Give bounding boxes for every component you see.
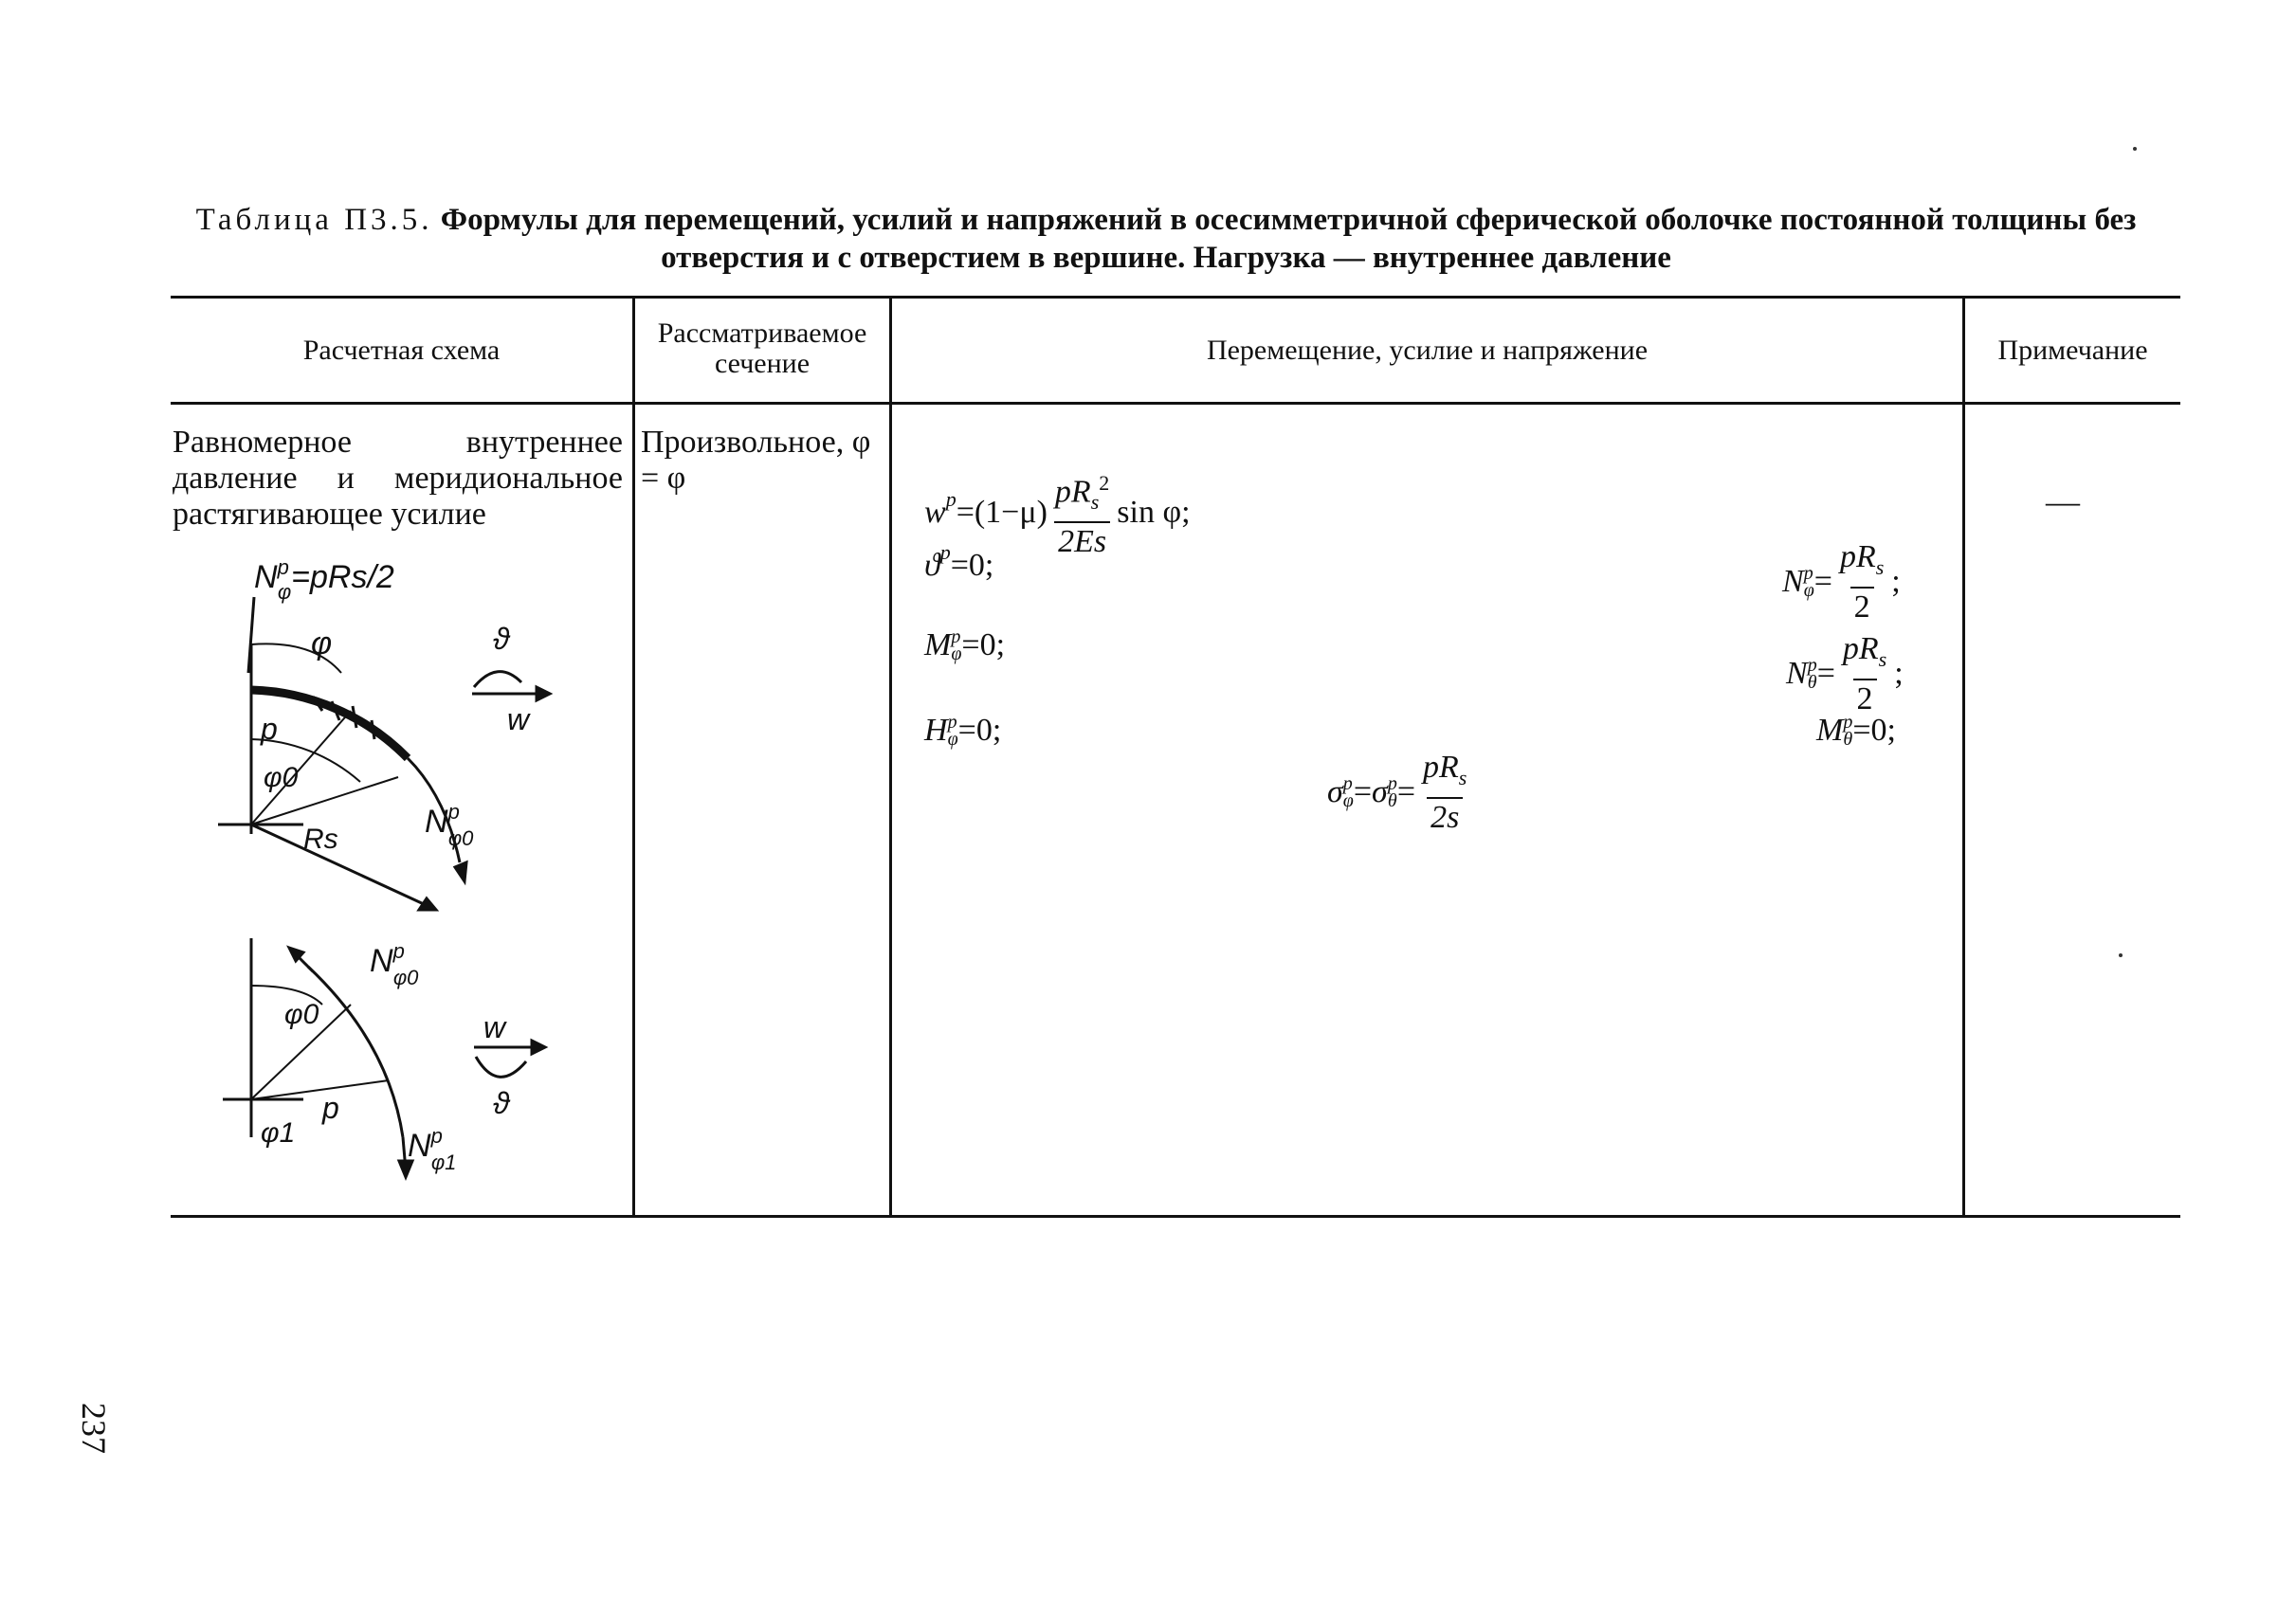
label-theta-upper: ϑ [493, 622, 510, 656]
n-theta-sub: θ [1807, 672, 1817, 694]
shell-diagram [171, 550, 626, 1232]
w-tail: sin φ; [1117, 495, 1191, 531]
w-num-sup: 2 [1099, 471, 1110, 495]
m-phi-lhs: M [924, 627, 952, 662]
load-arrow-3 [353, 706, 356, 728]
theta-sup: p [939, 540, 951, 564]
sigma-phi-sup: p [1342, 773, 1353, 795]
n-theta-num: pR [1842, 631, 1879, 666]
svg-text:Npφ0 [370, 939, 419, 989]
col-divider-1 [632, 296, 635, 1215]
formula-m-phi [924, 627, 1005, 663]
label-p-lower: p [322, 1091, 339, 1125]
n-phi-sub: φ [1803, 580, 1814, 602]
sigma-theta-sup: p [1387, 773, 1397, 795]
lower-figure [223, 938, 545, 1177]
n-phi-lhs: N [1782, 564, 1804, 600]
theta-arc-lower [476, 1057, 526, 1077]
label-n-upper-sup: p [447, 800, 460, 824]
m-phi-sup: p [951, 626, 961, 647]
formula-n-theta: N p θ = $\frac{pR_s}{2}$ ; [1786, 631, 1904, 716]
load-arrow-4 [372, 720, 374, 739]
n-phi-semicolon: ; [1891, 564, 1901, 600]
m-theta-sup: p [1843, 712, 1853, 733]
label-n-lower-top: N [370, 943, 393, 979]
n-theta-lhs: N [1786, 656, 1808, 692]
sigma-den: 2s [1427, 797, 1463, 837]
label-n-upper: N [425, 804, 448, 840]
rs-arrow [419, 898, 436, 910]
w-mid: =(1−μ) [956, 495, 1048, 531]
m-theta-rest: =0; [1852, 713, 1896, 748]
header-scheme: Расчетная схема [302, 334, 501, 366]
radius-lower-2 [251, 1080, 389, 1099]
label-n-lower-bottom-sub: φ1 [430, 1151, 457, 1174]
sigma-theta-lhs: σ [1372, 774, 1388, 810]
header-section: Рассматриваемое сечение [657, 317, 867, 379]
h-phi-sub: φ [947, 729, 958, 750]
label-theta-lower: ϑ [493, 1086, 510, 1120]
sigma-fraction [1419, 749, 1470, 837]
m-phi-rest: =0; [961, 627, 1006, 662]
sigma-num: pR [1423, 750, 1459, 785]
formula-sigma [1327, 749, 1474, 837]
formula-theta [924, 540, 994, 584]
formula-n-phi: N p φ = $\frac{pR_s}{2}$ ; [1782, 539, 1901, 625]
w-arrowhead-lower [532, 1041, 545, 1054]
label-p: p [261, 712, 278, 746]
n-phi-sup: p [1803, 563, 1813, 585]
h-phi-sup: p [947, 712, 957, 733]
caption-label: Таблица П3.5. [195, 203, 433, 237]
upper-label-sub: φ [277, 580, 292, 604]
n-arrow-head [455, 862, 466, 881]
header-formulas: Перемещение, усилие и напряжение [1206, 334, 1649, 366]
w-sup: p [945, 487, 957, 512]
label-w-upper: w [507, 702, 530, 736]
label-phi0-lower: φ0 [284, 999, 319, 1030]
w-num: pR [1054, 474, 1091, 510]
sigma-theta-sub: θ [1387, 790, 1397, 812]
sigma-phi-sub: φ [1342, 790, 1354, 812]
speck [2119, 953, 2123, 957]
w-arrowhead-upper [537, 687, 550, 700]
radius-rs [251, 825, 436, 910]
h-phi-lhs: H [924, 713, 948, 748]
n-phi-num: pR [1839, 539, 1876, 574]
sigma-eq: = [1353, 774, 1373, 810]
sigma-eq2: = [1396, 774, 1416, 810]
note-dash: — [2046, 482, 2080, 520]
n-theta-sup: p [1807, 655, 1817, 677]
label-phi: φ [311, 625, 333, 662]
h-phi-rest: =0; [957, 713, 1002, 748]
upper-figure [218, 555, 550, 910]
w-lhs: w [924, 495, 946, 531]
col-divider-2 [889, 296, 892, 1215]
scheme-description: Равномерное внутреннее давление и меридиональное растягивающее усилие [173, 425, 623, 532]
n-phi-den: 2 [1850, 587, 1874, 626]
col-divider-3 [1962, 296, 1965, 1215]
m-phi-sub: φ [951, 643, 962, 664]
label-n-lower-top-sub: φ0 [392, 966, 419, 989]
formula-w [924, 464, 1191, 561]
n-phi-num-sub: s [1875, 554, 1885, 579]
page-number: 237 [75, 1403, 113, 1454]
svg-text:Npφ=pRs/2 [254, 555, 394, 604]
header-note: Примечание [1997, 334, 2148, 366]
sigma-num-sub: s [1458, 765, 1467, 789]
upper-label-n: N [254, 559, 278, 595]
svg-text:Npφ1 [408, 1124, 456, 1174]
w-num-sub: s [1090, 490, 1100, 515]
theta-lhs: ϑ [924, 548, 940, 583]
formula-m-theta [1816, 713, 1896, 749]
speck [2133, 147, 2137, 151]
w-fraction [1051, 464, 1113, 561]
section-description: Произвольное, φ = φ [641, 425, 871, 496]
m-theta-sub: θ [1843, 729, 1853, 750]
caption-title: Формулы для перемещений, усилий и напряжений в осесимметричной сферической оболочке постоянной толщины без отверстия и с отверстием в вершине. Нагрузка — внутреннее давление [440, 203, 2137, 275]
w-den: 2Es [1054, 521, 1110, 561]
n-theta-semicolon: ; [1894, 656, 1904, 692]
n-theta-den: 2 [1853, 679, 1877, 718]
n-phi-fraction [1836, 538, 1887, 626]
label-phi1-lower: φ1 [261, 1117, 296, 1149]
theta-rest: =0; [950, 548, 994, 583]
m-theta-lhs: M [1816, 713, 1844, 748]
label-phi0: φ0 [264, 762, 299, 793]
table-header-rule [171, 402, 2180, 405]
upper-label-rest: =pRs/2 [291, 559, 394, 595]
label-n-lower-bottom: N [408, 1128, 431, 1164]
label-n-lower-top-sup: p [392, 939, 405, 963]
label-rs: Rs [303, 824, 338, 855]
label-w-lower: w [483, 1010, 506, 1044]
label-n-lower-bottom-sup: p [430, 1124, 443, 1148]
theta-arc-upper [474, 672, 521, 687]
n-theta-num-sub: s [1878, 646, 1887, 671]
n-theta-fraction [1839, 630, 1890, 718]
upper-label-sup: p [277, 555, 289, 579]
table-caption [171, 201, 2161, 277]
formula-h-phi [924, 713, 1001, 749]
label-n-upper-sub: φ0 [447, 826, 474, 850]
sigma-phi-lhs: σ [1327, 774, 1343, 810]
